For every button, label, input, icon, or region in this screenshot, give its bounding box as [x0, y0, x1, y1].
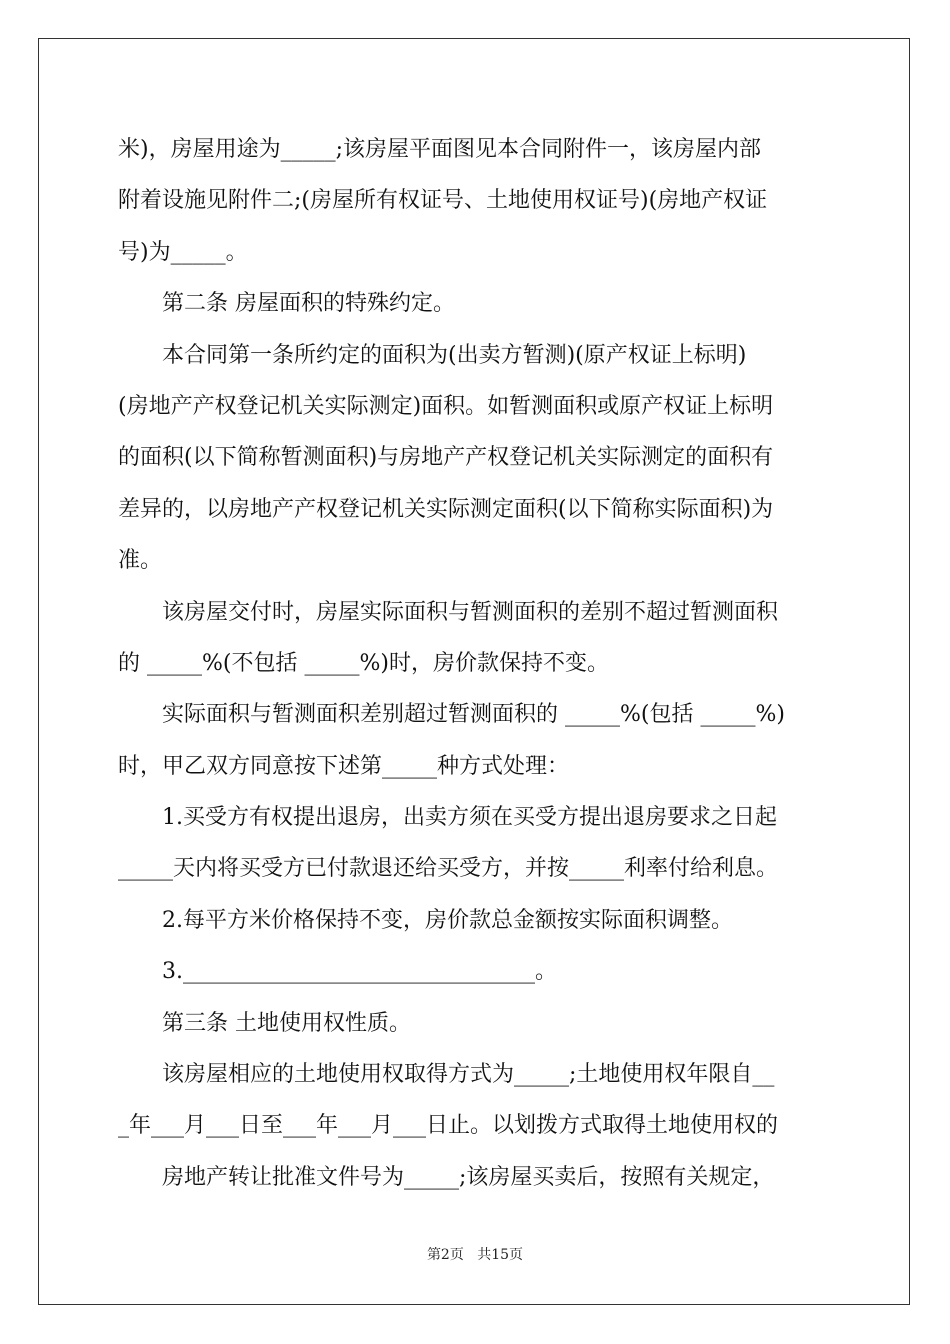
page-footer [0, 1244, 950, 1264]
text-line: 本合同第一条所约定的面积为(出卖方暂测)(原产权证上标明) [162, 342, 747, 368]
article-heading: 第二条 房屋面积的特殊约定。 [162, 291, 455, 317]
list-item: 3.________________________________。 [162, 959, 557, 985]
list-item: 1.买受方有权提出退房，出卖方须在买受方提出退房要求之日起 [162, 805, 777, 831]
text-line: 准。 [118, 548, 163, 574]
page-number: 第2页 [426, 1247, 464, 1263]
text-line: 差异的，以房地产产权登记机关实际测定面积(以下简称实际面积)为 [118, 496, 774, 522]
text-line: 实际面积与暂测面积差别超过暂测面积的 _____%(包括 _____%) [162, 702, 785, 728]
text-line: 时，甲乙双方同意按下述第_____种方式处理： [118, 753, 570, 779]
text-line: 的 _____%(不包括 _____%)时，房价款保持不变。 [118, 650, 609, 676]
text-line: (房地产产权登记机关实际测定)面积。如暂测面积或原产权证上标明 [118, 393, 774, 419]
text-line: 号)为_____。 [118, 239, 248, 265]
text-line: 房地产转让批准文件号为_____;该房屋买卖后，按照有关规定， [162, 1164, 775, 1190]
text-line: _年___月___日至___年___月___日止。以划拨方式取得土地使用权的 [118, 1113, 779, 1139]
list-item: 2.每平方米价格保持不变，房价款总金额按实际面积调整。 [162, 907, 733, 933]
page-total: 共15页 [477, 1247, 524, 1263]
document-body [118, 124, 832, 1203]
text-line: 米)，房屋用途为_____;该房屋平面图见本合同附件一，该房屋内部 [118, 137, 761, 162]
text-line: 该房屋相应的土地使用权取得方式为_____;土地使用权年限自__ [162, 1062, 775, 1088]
text-line: 附着设施见附件二;(房屋所有权证号、土地使用权证号)(房地产权证 [118, 188, 768, 214]
text-line: 该房屋交付时，房屋实际面积与暂测面积的差别不超过暂测面积 [162, 599, 779, 625]
text-line: 的面积(以下简称暂测面积)与房地产产权登记机关实际测定的面积有 [118, 445, 774, 471]
text-line: _____天内将买受方已付款退还给买受方，并按_____利率付给利息。 [118, 856, 779, 882]
article-heading: 第三条 土地使用权性质。 [162, 1010, 411, 1036]
